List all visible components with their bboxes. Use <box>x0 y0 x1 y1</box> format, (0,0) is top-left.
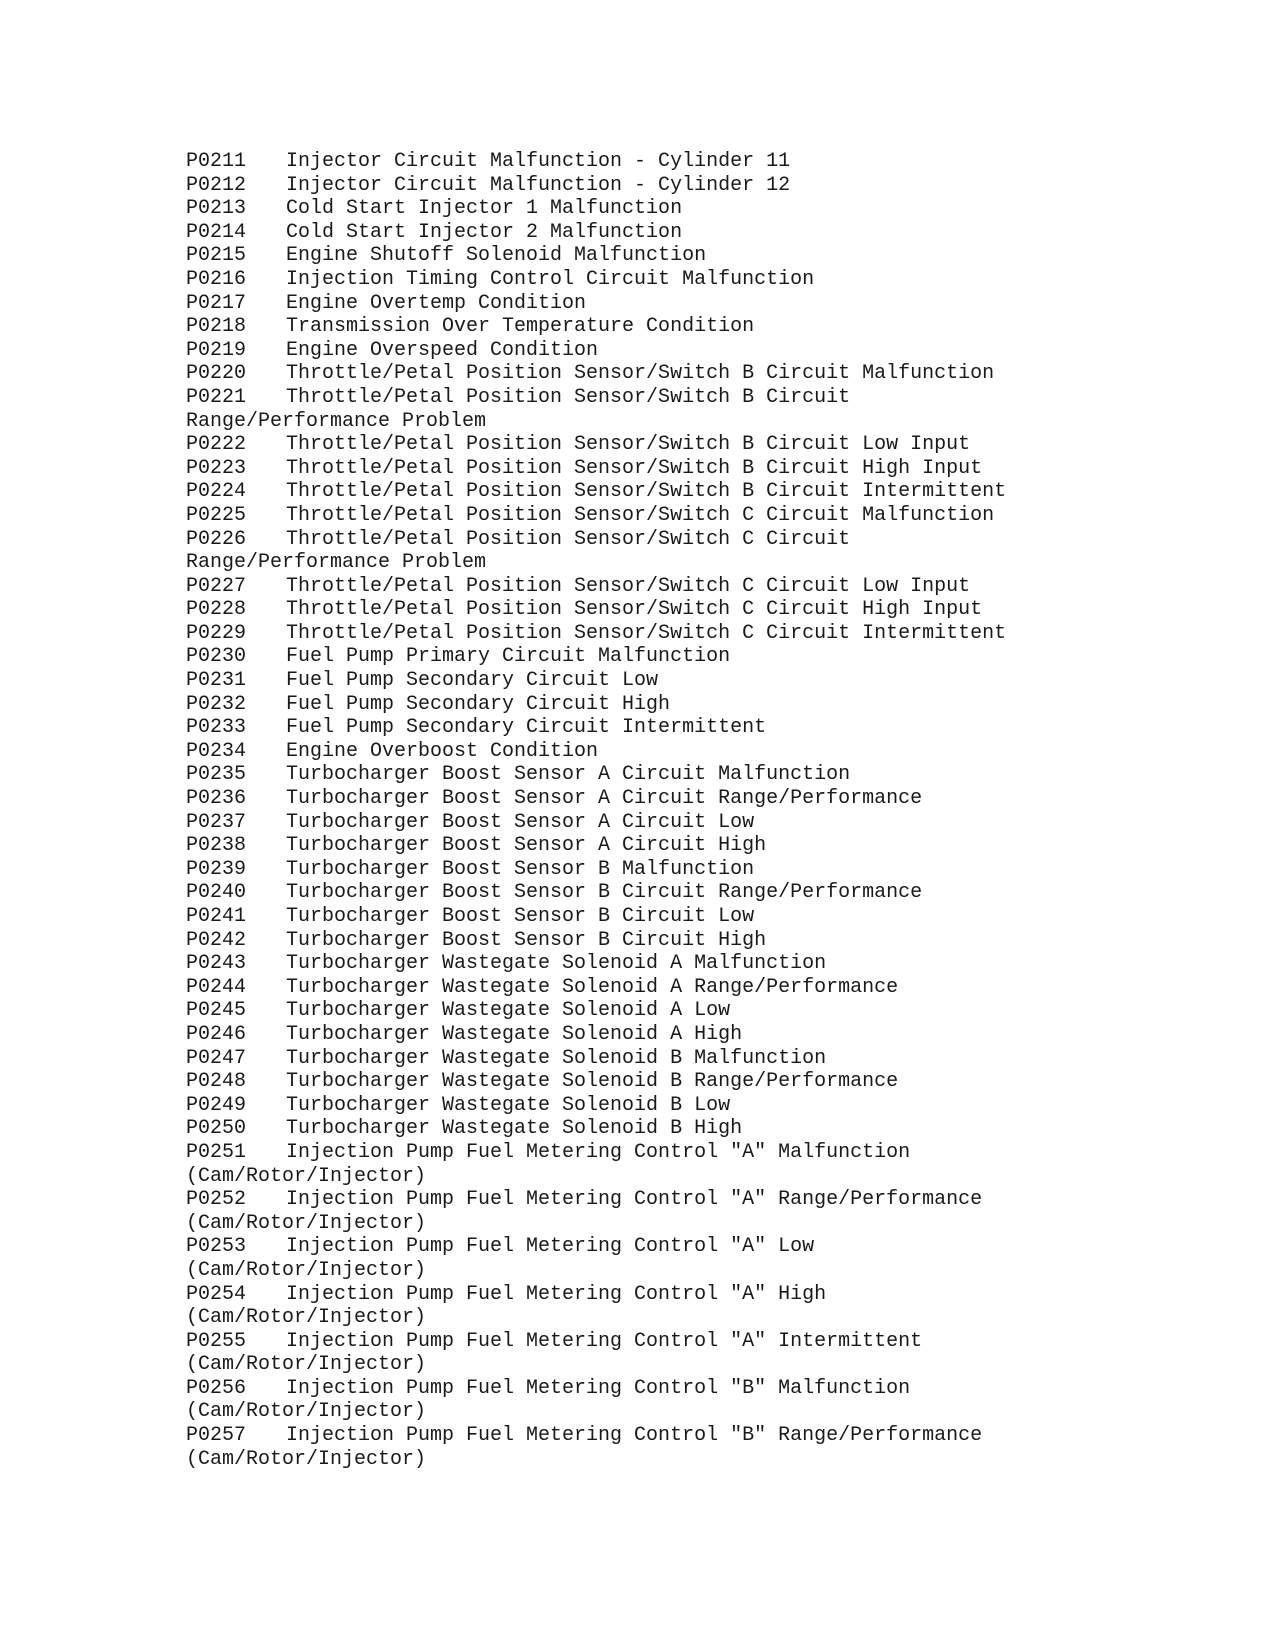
trouble-code: P0246 <box>186 1022 247 1046</box>
code-entry-line <box>186 1235 1186 1259</box>
code-description: Turbocharger Wastegate Solenoid A Malfunction <box>286 952 827 976</box>
code-description: Injector Circuit Malfunction - Cylinder 11 <box>286 150 791 173</box>
trouble-code: P0251 <box>186 1140 247 1164</box>
code-entry-line <box>186 433 1186 457</box>
code-entry <box>186 268 1186 292</box>
code-entry-line <box>186 669 1186 693</box>
code-entry <box>186 1094 1186 1118</box>
code-entry <box>186 763 1186 787</box>
code-entry <box>186 1235 1186 1282</box>
code-entry-line <box>186 1141 1186 1165</box>
code-entry-line <box>186 716 1186 740</box>
code-entry <box>186 858 1186 882</box>
code-description-continuation: (Cam/Rotor/Injector) <box>186 1211 427 1235</box>
code-description: Turbocharger Boost Sensor A Circuit High <box>286 834 767 858</box>
code-entry-line <box>186 811 1186 835</box>
code-entry <box>186 386 1186 433</box>
code-description-continuation: (Cam/Rotor/Injector) <box>186 1353 427 1377</box>
code-description: Turbocharger Boost Sensor B Circuit Low <box>286 905 755 928</box>
code-entry <box>186 504 1186 528</box>
code-entry-line <box>186 999 1186 1023</box>
code-entry-line <box>186 1023 1186 1047</box>
code-entry-line <box>186 174 1186 198</box>
code-entry <box>186 881 1186 905</box>
code-description: Throttle/Petal Position Sensor/Switch B Circuit Low Input <box>286 433 971 457</box>
code-entry-line <box>186 952 1186 976</box>
code-entry <box>186 669 1186 693</box>
code-entry-line <box>186 1283 1186 1307</box>
trouble-code: P0253 <box>186 1235 247 1259</box>
code-entry <box>186 1047 1186 1071</box>
trouble-code: P0237 <box>186 810 247 834</box>
code-entry <box>186 1023 1186 1047</box>
code-entry <box>186 976 1186 1000</box>
trouble-code: P0212 <box>186 173 247 197</box>
code-description: Throttle/Petal Position Sensor/Switch C Circuit <box>286 527 851 551</box>
code-description: Turbocharger Boost Sensor B Malfunction <box>286 857 755 881</box>
code-description: Fuel Pump Secondary Circuit Intermittent <box>286 716 767 740</box>
code-entry-line <box>186 244 1186 268</box>
code-entry <box>186 150 1186 174</box>
code-entry-line <box>186 480 1186 504</box>
code-entry-line <box>186 1070 1186 1094</box>
code-entry <box>186 952 1186 976</box>
code-description: Turbocharger Boost Sensor B Circuit Range/Performance <box>286 881 923 905</box>
code-description: Turbocharger Wastegate Solenoid B High <box>286 1117 743 1141</box>
trouble-code: P0228 <box>186 598 247 622</box>
code-entry <box>186 645 1186 669</box>
code-entry <box>186 1377 1186 1424</box>
code-entry <box>186 1188 1186 1235</box>
code-entry-line <box>186 339 1186 363</box>
trouble-code: P0233 <box>186 716 247 740</box>
code-entry-line <box>186 834 1186 858</box>
code-entry <box>186 740 1186 764</box>
code-description: Injection Pump Fuel Metering Control "A" Range/Performance <box>286 1188 983 1212</box>
code-entry-line <box>186 504 1186 528</box>
trouble-code: P0239 <box>186 857 247 881</box>
code-entry-line <box>186 315 1186 339</box>
code-description-continuation: (Cam/Rotor/Injector) <box>186 1258 427 1282</box>
code-entry-line <box>186 1094 1186 1118</box>
trouble-code: P0257 <box>186 1424 247 1448</box>
code-entry <box>186 457 1186 481</box>
code-description: Engine Overspeed Condition <box>286 338 599 362</box>
trouble-code: P0248 <box>186 1070 247 1094</box>
code-description-continuation: (Cam/Rotor/Injector) <box>186 1400 427 1424</box>
trouble-code: P0227 <box>186 574 247 598</box>
code-entry <box>186 174 1186 198</box>
code-entry-line <box>186 858 1186 882</box>
trouble-code: P0232 <box>186 692 247 716</box>
trouble-code: P0216 <box>186 267 247 291</box>
code-entry-line <box>186 1424 1186 1448</box>
trouble-code: P0230 <box>186 645 247 669</box>
code-entry-line <box>186 1377 1186 1401</box>
code-entry-line <box>186 150 1186 174</box>
code-entry <box>186 480 1186 504</box>
code-entry-line <box>186 740 1186 764</box>
code-description: Turbocharger Boost Sensor A Circuit Malfunction <box>286 763 851 787</box>
code-entry-line <box>186 528 1186 552</box>
trouble-code-list <box>186 150 1186 1471</box>
code-entry <box>186 1424 1186 1471</box>
code-description: Throttle/Petal Position Sensor/Switch C Circuit Intermittent <box>286 621 1007 645</box>
code-description: Turbocharger Wastegate Solenoid B Malfunction <box>286 1046 827 1070</box>
code-description: Injection Pump Fuel Metering Control "A" High <box>286 1282 827 1306</box>
code-entry-line <box>186 386 1186 410</box>
code-description-continuation: Range/Performance Problem <box>186 551 487 575</box>
code-description: Turbocharger Wastegate Solenoid A High <box>286 1022 743 1046</box>
code-description: Turbocharger Wastegate Solenoid B Range/Performance <box>286 1070 899 1094</box>
trouble-code: P0224 <box>186 480 247 504</box>
code-entry <box>186 362 1186 386</box>
trouble-code: P0247 <box>186 1046 247 1070</box>
trouble-code: P0250 <box>186 1117 247 1141</box>
code-description: Injection Pump Fuel Metering Control "A" Malfunction <box>286 1140 911 1164</box>
code-entry <box>186 1141 1186 1188</box>
code-entry-line <box>186 929 1186 953</box>
code-description: Throttle/Petal Position Sensor/Switch C Circuit High Input <box>286 598 983 622</box>
code-entry <box>186 292 1186 316</box>
code-entry-line <box>186 292 1186 316</box>
code-entry <box>186 905 1186 929</box>
code-entry-line <box>186 1047 1186 1071</box>
trouble-code: P0215 <box>186 244 247 268</box>
code-entry <box>186 834 1186 858</box>
code-description: Injection Pump Fuel Metering Control "A" Intermittent <box>286 1329 923 1353</box>
code-entry-line <box>186 457 1186 481</box>
code-entry <box>186 622 1186 646</box>
code-description: Throttle/Petal Position Sensor/Switch B Circuit <box>286 385 851 409</box>
code-entry <box>186 598 1186 622</box>
trouble-code: P0235 <box>186 763 247 787</box>
trouble-code: P0241 <box>186 905 247 928</box>
trouble-code: P0214 <box>186 220 247 244</box>
code-entry <box>186 197 1186 221</box>
code-description: Injection Pump Fuel Metering Control "A" Low <box>286 1235 815 1259</box>
trouble-code: P0234 <box>186 739 247 763</box>
trouble-code: P0231 <box>186 669 247 693</box>
code-entry <box>186 1117 1186 1141</box>
code-entry <box>186 433 1186 457</box>
code-entry-line <box>186 362 1186 386</box>
code-description-continuation: (Cam/Rotor/Injector) <box>186 1306 427 1330</box>
trouble-code: P0220 <box>186 362 247 386</box>
trouble-code: P0242 <box>186 928 247 952</box>
code-entry <box>186 929 1186 953</box>
code-description: Turbocharger Wastegate Solenoid A Low <box>286 999 731 1023</box>
code-entry-line <box>186 598 1186 622</box>
code-description: Injection Pump Fuel Metering Control "B" Malfunction <box>286 1376 911 1400</box>
code-entry <box>186 787 1186 811</box>
code-description-continuation: Range/Performance Problem <box>186 409 487 433</box>
code-description: Throttle/Petal Position Sensor/Switch C Circuit Malfunction <box>286 503 995 527</box>
trouble-code: P0225 <box>186 503 247 527</box>
code-entry <box>186 244 1186 268</box>
trouble-code: P0245 <box>186 999 247 1023</box>
trouble-code: P0243 <box>186 952 247 976</box>
code-description: Engine Shutoff Solenoid Malfunction <box>286 244 707 268</box>
trouble-code: P0229 <box>186 621 247 645</box>
code-entry-line <box>186 197 1186 221</box>
trouble-code: P0222 <box>186 433 247 457</box>
code-entry <box>186 339 1186 363</box>
code-description: Throttle/Petal Position Sensor/Switch B Circuit Intermittent <box>286 480 1007 504</box>
trouble-code: P0221 <box>186 385 247 409</box>
trouble-code: P0223 <box>186 456 247 480</box>
code-entry-line <box>186 575 1186 599</box>
code-entry-line <box>186 763 1186 787</box>
trouble-code: P0226 <box>186 527 247 551</box>
code-entry <box>186 528 1186 575</box>
code-entry-line <box>186 221 1186 245</box>
code-description-continuation: (Cam/Rotor/Injector) <box>186 1447 427 1471</box>
code-entry <box>186 811 1186 835</box>
code-description: Fuel Pump Secondary Circuit Low <box>286 669 659 693</box>
code-description: Turbocharger Boost Sensor B Circuit High <box>286 928 767 952</box>
trouble-code: P0219 <box>186 338 247 362</box>
code-description: Throttle/Petal Position Sensor/Switch B Circuit Malfunction <box>286 362 995 386</box>
code-entry-line <box>186 905 1186 929</box>
code-entry <box>186 221 1186 245</box>
code-entry <box>186 1070 1186 1094</box>
trouble-code: P0240 <box>186 881 247 905</box>
code-entry <box>186 315 1186 339</box>
code-entry <box>186 716 1186 740</box>
code-description-continuation: (Cam/Rotor/Injector) <box>186 1164 427 1188</box>
code-entry <box>186 999 1186 1023</box>
code-entry <box>186 575 1186 599</box>
trouble-code: P0255 <box>186 1329 247 1353</box>
code-description: Turbocharger Wastegate Solenoid B Low <box>286 1093 731 1117</box>
code-description: Engine Overtemp Condition <box>286 291 587 315</box>
code-description: Turbocharger Wastegate Solenoid A Range/Performance <box>286 975 899 999</box>
code-description: Injection Timing Control Circuit Malfunction <box>286 267 815 291</box>
code-description: Cold Start Injector 1 Malfunction <box>286 197 683 221</box>
code-entry-line <box>186 881 1186 905</box>
code-description: Fuel Pump Primary Circuit Malfunction <box>286 645 731 669</box>
trouble-code: P0213 <box>186 197 247 221</box>
code-description: Throttle/Petal Position Sensor/Switch C Circuit Low Input <box>286 574 971 598</box>
trouble-code: P0218 <box>186 315 247 339</box>
code-entry-line <box>186 645 1186 669</box>
code-description: Fuel Pump Secondary Circuit High <box>286 692 671 716</box>
trouble-code: P0236 <box>186 787 247 811</box>
code-description: Injection Pump Fuel Metering Control "B" Range/Performance <box>286 1424 983 1448</box>
trouble-code: P0249 <box>186 1093 247 1117</box>
code-entry-line <box>186 693 1186 717</box>
code-entry <box>186 1330 1186 1377</box>
code-entry-line <box>186 787 1186 811</box>
code-entry-line <box>186 1188 1186 1212</box>
code-description: Injector Circuit Malfunction - Cylinder 12 <box>286 173 791 197</box>
code-entry <box>186 1283 1186 1330</box>
code-description: Cold Start Injector 2 Malfunction <box>286 220 683 244</box>
code-description: Turbocharger Boost Sensor A Circuit Range/Performance <box>286 787 923 811</box>
code-description: Turbocharger Boost Sensor A Circuit Low <box>286 810 755 834</box>
trouble-code: P0217 <box>186 291 247 315</box>
trouble-code: P0211 <box>186 150 247 173</box>
trouble-code: P0256 <box>186 1376 247 1400</box>
code-description: Throttle/Petal Position Sensor/Switch B Circuit High Input <box>286 456 983 480</box>
trouble-code: P0244 <box>186 975 247 999</box>
code-entry-line <box>186 1117 1186 1141</box>
code-entry-line <box>186 622 1186 646</box>
trouble-code: P0254 <box>186 1282 247 1306</box>
code-entry-line <box>186 976 1186 1000</box>
trouble-code: P0252 <box>186 1188 247 1212</box>
trouble-code: P0238 <box>186 834 247 858</box>
code-description: Transmission Over Temperature Condition <box>286 315 755 339</box>
code-entry <box>186 693 1186 717</box>
code-entry-line <box>186 268 1186 292</box>
code-entry-line <box>186 1330 1186 1354</box>
code-description: Engine Overboost Condition <box>286 739 599 763</box>
